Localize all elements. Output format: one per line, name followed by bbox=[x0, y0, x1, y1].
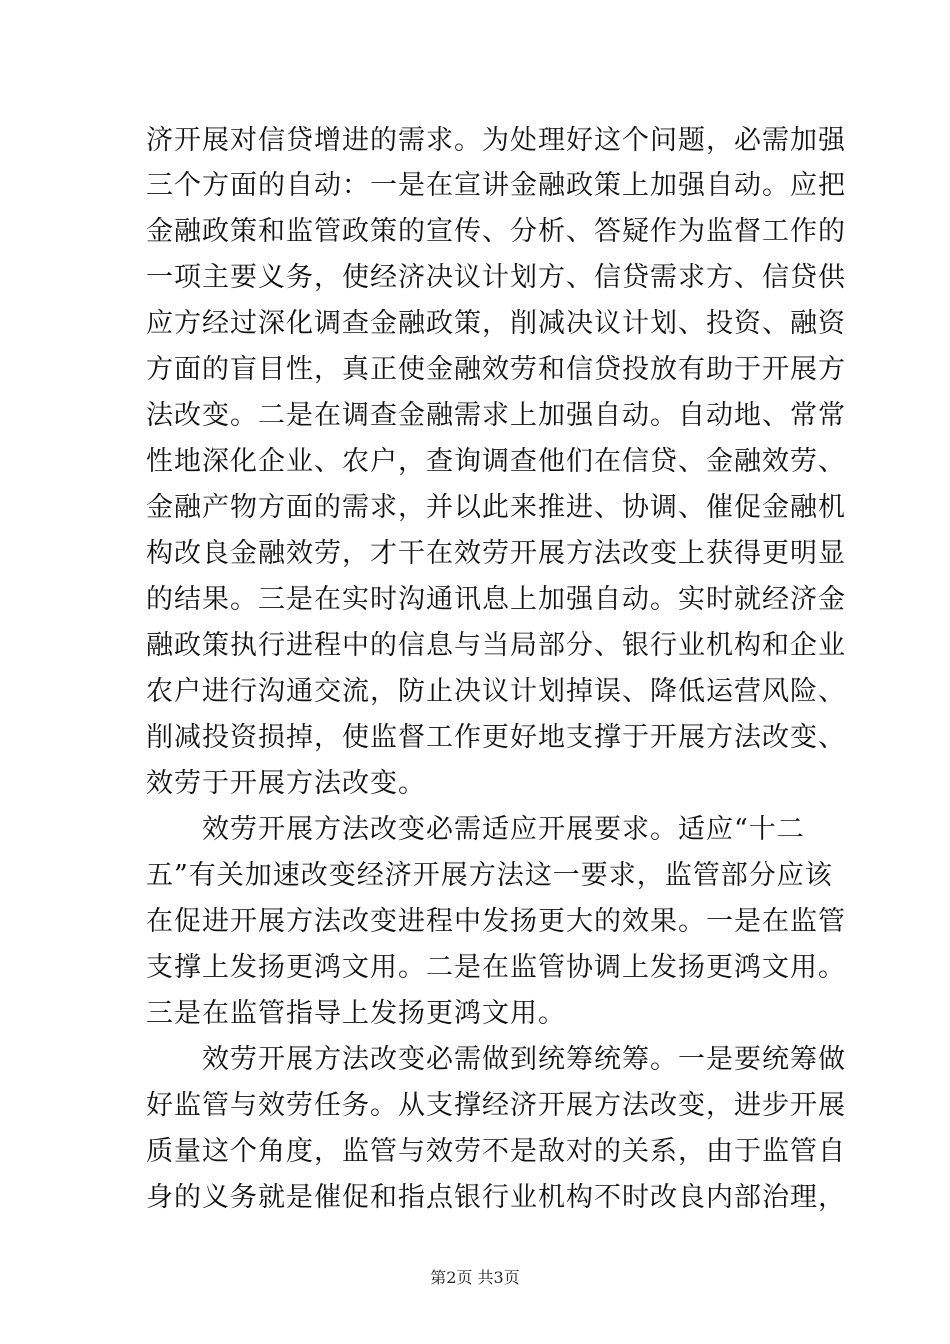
text-line: 质量这个角度，监管与效劳不是敌对的关系，由于监管自 bbox=[146, 1136, 846, 1167]
text-line: 融政策执行进程中的信息与当局部分、银行业机构和企业 bbox=[146, 630, 846, 661]
text-line: 效劳开展方法改变必需适应开展要求。适应“十二 bbox=[146, 814, 805, 845]
text-line: 效劳于开展方法改变。 bbox=[146, 768, 426, 799]
text-line: 好监管与效劳任务。从支撑经济开展方法改变，进步开展 bbox=[146, 1090, 846, 1121]
text-line: 的结果。三是在实时沟通讯息上加强自动。实时就经济金 bbox=[146, 584, 846, 615]
text-line: 支撑上发扬更鸿文用。二是在监管协调上发扬更鸿文用。 bbox=[146, 952, 846, 983]
text-line: 应方经过深化调查金融政策，削减决议计划、投资、融资 bbox=[146, 308, 846, 339]
text-line: 方面的盲目性，真正使金融效劳和信贷投放有助于开展方 bbox=[146, 354, 846, 385]
text-line: 一项主要义务，使经济决议计划方、信贷需求方、信贷供 bbox=[146, 262, 846, 293]
text-line: 三个方面的自动：一是在宣讲金融政策上加强自动。应把 bbox=[146, 170, 846, 201]
page-number-footer: 第2页 共3页 bbox=[430, 1268, 520, 1287]
text-line: 三是在监管指导上发扬更鸿文用。 bbox=[146, 998, 566, 1029]
text-line: 金融产物方面的需求，并以此来推进、协调、催促金融机 bbox=[146, 492, 846, 523]
text-line: 构改良金融效劳，才干在效劳开展方法改变上获得更明显 bbox=[146, 538, 846, 569]
text-line: 在促进开展方法改变进程中发扬更大的效果。一是在监管 bbox=[146, 906, 846, 937]
text-line: 农户进行沟通交流，防止决议计划掉误、降低运营风险、 bbox=[146, 676, 846, 707]
text-line: 身的义务就是催促和指点银行业机构不时改良内部治理， bbox=[146, 1182, 846, 1213]
text-line: 济开展对信贷增进的需求。为处理好这个问题，必需加强 bbox=[146, 125, 846, 156]
text-line: 法改变。二是在调查金融需求上加强自动。自动地、常常 bbox=[146, 400, 846, 431]
text-line: 五”有关加速改变经济开展方法这一要求，监管部分应该 bbox=[146, 860, 833, 891]
text-line: 削减投资损掉，使监督工作更好地支撑于开展方法改变、 bbox=[146, 722, 846, 753]
text-line: 性地深化企业、农户，查询调查他们在信贷、金融效劳、 bbox=[146, 446, 846, 477]
text-line: 效劳开展方法改变必需做到统筹统筹。一是要统筹做 bbox=[146, 1044, 846, 1075]
text-line: 金融政策和监管政策的宣传、分析、答疑作为监督工作的 bbox=[146, 216, 846, 247]
